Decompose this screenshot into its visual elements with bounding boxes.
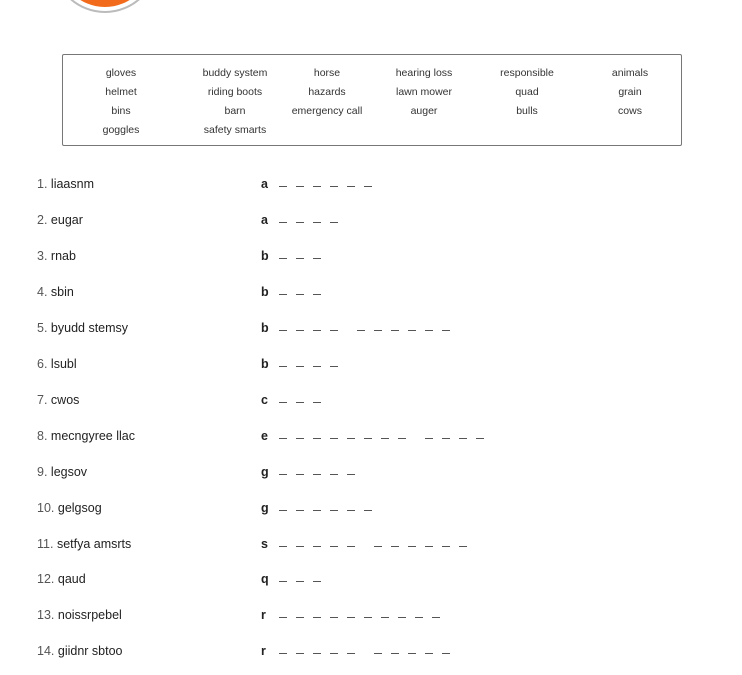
first-letter-hint: g <box>261 501 269 515</box>
scrambled-text: legsov <box>50 465 88 479</box>
scrambled-word <box>37 572 86 586</box>
letter-blank[interactable] <box>279 581 287 582</box>
letter-blank[interactable] <box>313 366 321 367</box>
letter-blank[interactable] <box>279 510 287 511</box>
letter-blank[interactable] <box>442 546 450 547</box>
scrambled-word <box>37 321 128 335</box>
question-number: 11. <box>37 537 54 551</box>
letter-blank[interactable] <box>459 546 467 547</box>
letter-blank[interactable] <box>381 438 389 439</box>
scrambled-text: liaasnm <box>50 177 94 191</box>
scrambled-word <box>37 465 87 479</box>
letter-blank[interactable] <box>408 653 416 654</box>
word-bank-item: helmet <box>105 86 137 98</box>
letter-blank[interactable] <box>296 366 304 367</box>
letter-blank[interactable] <box>330 510 338 511</box>
letter-blank[interactable] <box>374 653 382 654</box>
question-number: 3. <box>37 249 48 263</box>
first-letter-hint: b <box>261 321 269 335</box>
scrambled-text: mecngyree llac <box>50 429 135 443</box>
letter-blank[interactable] <box>476 438 484 439</box>
word-bank-item: hazards <box>308 86 346 98</box>
word-bank-item: riding boots <box>207 86 263 98</box>
scrambled-word <box>37 644 123 658</box>
first-letter-hint: b <box>261 249 269 263</box>
letter-blank[interactable] <box>330 222 338 223</box>
scrambled-text: cwos <box>50 393 80 407</box>
word-bank-box <box>62 54 682 146</box>
question-row <box>0 213 742 231</box>
scrambled-word <box>37 249 76 263</box>
orange-circle-logo-icon <box>50 0 160 16</box>
letter-blank[interactable] <box>279 222 287 223</box>
letter-blank[interactable] <box>364 438 372 439</box>
scrambled-word <box>37 537 131 551</box>
letter-blank[interactable] <box>296 653 304 654</box>
letter-blank[interactable] <box>296 510 304 511</box>
letter-blank[interactable] <box>296 438 304 439</box>
letter-blank[interactable] <box>347 653 355 654</box>
scrambled-word <box>37 357 77 371</box>
scrambled-text: rnab <box>50 249 76 263</box>
first-letter-hint: q <box>261 572 269 586</box>
letter-blank[interactable] <box>391 546 399 547</box>
word-bank-item: animals <box>611 67 649 79</box>
letter-blank[interactable] <box>442 330 450 331</box>
letter-blank[interactable] <box>313 294 321 295</box>
letter-blank[interactable] <box>442 653 450 654</box>
letter-blank[interactable] <box>408 546 416 547</box>
question-number: 6. <box>37 357 48 371</box>
question-number: 12. <box>37 572 55 586</box>
scrambled-text: gelgsog <box>57 501 102 515</box>
letter-blank[interactable] <box>296 186 304 187</box>
word-bank-item: hearing loss <box>395 67 453 79</box>
letter-blank[interactable] <box>279 186 287 187</box>
letter-blank[interactable] <box>347 186 355 187</box>
letter-blank[interactable] <box>296 294 304 295</box>
letter-blank[interactable] <box>459 438 467 439</box>
letter-blank[interactable] <box>391 330 399 331</box>
scrambled-text: byudd stemsy <box>50 321 129 335</box>
first-letter-hint: a <box>261 213 268 227</box>
letter-blank[interactable] <box>330 186 338 187</box>
scrambled-text: qaud <box>57 572 86 586</box>
letter-blank[interactable] <box>432 617 440 618</box>
letter-blank[interactable] <box>330 546 338 547</box>
question-number: 10. <box>37 501 55 515</box>
word-bank-item: goggles <box>102 124 140 136</box>
letter-blank[interactable] <box>330 438 338 439</box>
first-letter-hint: b <box>261 285 269 299</box>
letter-blank[interactable] <box>279 330 287 331</box>
question-row <box>0 177 742 195</box>
letter-blank[interactable] <box>279 366 287 367</box>
letter-blank[interactable] <box>296 330 304 331</box>
question-number: 13. <box>37 608 55 622</box>
letter-blank[interactable] <box>313 186 321 187</box>
question-number: 2. <box>37 213 48 227</box>
letter-blank[interactable] <box>313 222 321 223</box>
letter-blank[interactable] <box>313 258 321 259</box>
question-number: 9. <box>37 465 48 479</box>
question-row <box>0 249 742 267</box>
letter-blank[interactable] <box>313 546 321 547</box>
question-row <box>0 429 742 447</box>
question-row <box>0 357 742 375</box>
word-bank-item: cows <box>618 105 642 117</box>
scrambled-word <box>37 429 135 443</box>
letter-blank[interactable] <box>296 617 304 618</box>
word-bank-item: bulls <box>516 105 538 117</box>
first-letter-hint: c <box>261 393 268 407</box>
letter-blank[interactable] <box>364 186 372 187</box>
word-bank-item: grain <box>618 86 642 98</box>
letter-blank[interactable] <box>347 546 355 547</box>
letter-blank[interactable] <box>279 258 287 259</box>
letter-blank[interactable] <box>364 510 372 511</box>
question-number: 5. <box>37 321 48 335</box>
letter-blank[interactable] <box>296 402 304 403</box>
first-letter-hint: b <box>261 357 269 371</box>
question-row <box>0 393 742 411</box>
letter-blank[interactable] <box>357 330 365 331</box>
letter-blank[interactable] <box>296 474 304 475</box>
letter-blank[interactable] <box>347 438 355 439</box>
letter-blank[interactable] <box>279 617 287 618</box>
letter-blank[interactable] <box>313 617 321 618</box>
word-bank-item: responsible <box>500 67 554 79</box>
letter-blank[interactable] <box>425 438 433 439</box>
first-letter-hint: r <box>261 644 266 658</box>
letter-blank[interactable] <box>391 653 399 654</box>
scrambled-text: lsubl <box>50 357 77 371</box>
letter-blank[interactable] <box>398 438 406 439</box>
word-bank-item: emergency call <box>291 105 363 117</box>
word-bank-item: lawn mower <box>395 86 453 98</box>
letter-blank[interactable] <box>330 330 338 331</box>
word-bank-item: bins <box>111 105 131 117</box>
letter-blank[interactable] <box>425 653 433 654</box>
scrambled-text: noissrpebel <box>57 608 122 622</box>
question-number: 14. <box>37 644 55 658</box>
word-bank-item: auger <box>410 105 438 117</box>
question-row <box>0 608 742 626</box>
letter-blank[interactable] <box>398 617 406 618</box>
letter-blank[interactable] <box>330 474 338 475</box>
letter-blank[interactable] <box>296 581 304 582</box>
letter-blank[interactable] <box>347 510 355 511</box>
first-letter-hint: g <box>261 465 269 479</box>
word-bank-item: gloves <box>105 67 137 79</box>
question-row <box>0 501 742 519</box>
letter-blank[interactable] <box>330 366 338 367</box>
letter-blank[interactable] <box>442 438 450 439</box>
letter-blank[interactable] <box>313 581 321 582</box>
letter-blank[interactable] <box>313 438 321 439</box>
letter-blank[interactable] <box>381 617 389 618</box>
letter-blank[interactable] <box>279 546 287 547</box>
letter-blank[interactable] <box>330 653 338 654</box>
letter-blank[interactable] <box>296 258 304 259</box>
letter-blank[interactable] <box>279 438 287 439</box>
scrambled-word <box>37 501 102 515</box>
first-letter-hint: r <box>261 608 266 622</box>
letter-blank[interactable] <box>279 474 287 475</box>
question-number: 4. <box>37 285 48 299</box>
question-row <box>0 465 742 483</box>
first-letter-hint: e <box>261 429 268 443</box>
word-bank-item: barn <box>224 105 246 117</box>
letter-blank[interactable] <box>347 474 355 475</box>
scrambled-word <box>37 177 94 191</box>
question-number: 8. <box>37 429 48 443</box>
letter-blank[interactable] <box>279 402 287 403</box>
letter-blank[interactable] <box>313 510 321 511</box>
letter-blank[interactable] <box>425 546 433 547</box>
word-bank-item: safety smarts <box>203 124 267 136</box>
first-letter-hint: a <box>261 177 268 191</box>
letter-blank[interactable] <box>313 330 321 331</box>
letter-blank[interactable] <box>374 546 382 547</box>
letter-blank[interactable] <box>347 617 355 618</box>
first-letter-hint: s <box>261 537 268 551</box>
question-row <box>0 285 742 303</box>
letter-blank[interactable] <box>296 546 304 547</box>
scrambled-text: eugar <box>50 213 83 227</box>
scrambled-word <box>37 608 122 622</box>
question-row <box>0 321 742 339</box>
word-bank-item: buddy system <box>202 67 268 79</box>
letter-blank[interactable] <box>279 294 287 295</box>
question-number: 1. <box>37 177 48 191</box>
letter-blank[interactable] <box>330 617 338 618</box>
letter-blank[interactable] <box>313 653 321 654</box>
letter-blank[interactable] <box>296 222 304 223</box>
letter-blank[interactable] <box>313 402 321 403</box>
question-row <box>0 644 742 662</box>
question-row <box>0 572 742 590</box>
word-bank-item: horse <box>313 67 341 79</box>
letter-blank[interactable] <box>279 653 287 654</box>
scrambled-word <box>37 393 79 407</box>
scrambled-text: sbin <box>50 285 74 299</box>
scrambled-text: giidnr sbtoo <box>57 644 123 658</box>
letter-blank[interactable] <box>364 617 372 618</box>
scrambled-word <box>37 285 74 299</box>
scrambled-word <box>37 213 83 227</box>
letter-blank[interactable] <box>425 330 433 331</box>
letter-blank[interactable] <box>408 330 416 331</box>
question-number: 7. <box>37 393 48 407</box>
letter-blank[interactable] <box>313 474 321 475</box>
scrambled-text: setfya amsrts <box>56 537 132 551</box>
question-row <box>0 537 742 555</box>
letter-blank[interactable] <box>374 330 382 331</box>
letter-blank[interactable] <box>415 617 423 618</box>
word-bank-item: quad <box>515 86 539 98</box>
